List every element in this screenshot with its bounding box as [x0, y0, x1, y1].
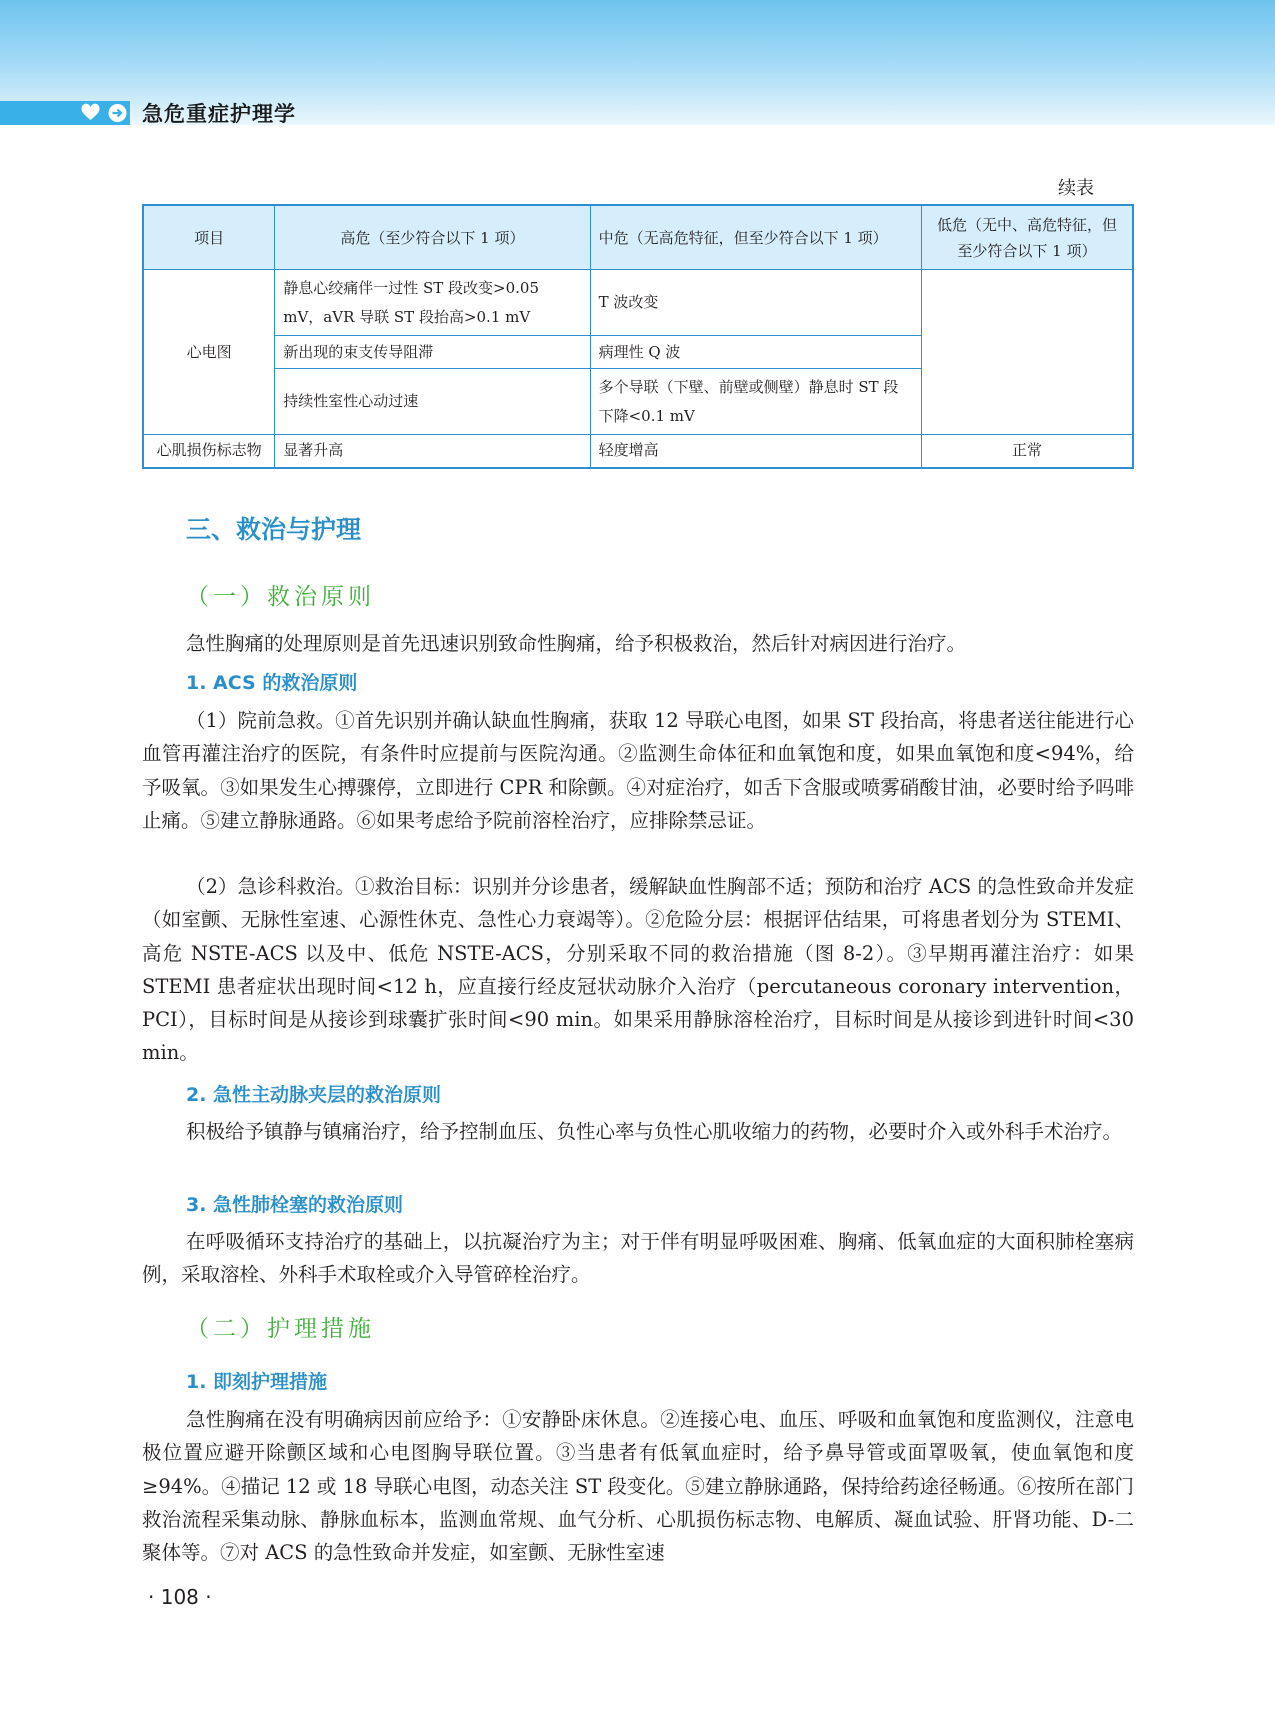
- ecg-high-cell: 静息心绞痛伴一过性 ST 段改变>0.05 mV，aVR 导联 ST 段抬高>0.1 mV: [275, 270, 590, 336]
- arrow-right-icon: [107, 103, 128, 123]
- heart-icon: [80, 103, 101, 123]
- acs-heading: 1. ACS 的救治原则: [186, 672, 358, 694]
- marker-mid-cell: 轻度增高: [590, 435, 921, 468]
- immediate-heading: 1. 即刻护理措施: [186, 1371, 328, 1393]
- subsection-heading-principles: （一）救治原则: [186, 584, 375, 610]
- ecg-label-cell: 心电图: [143, 270, 275, 435]
- ecg-mid-cell: T 波改变: [590, 270, 921, 336]
- subsection-heading-nursing: （二）护理措施: [186, 1316, 375, 1342]
- pe-paragraph: 在呼吸循环支持治疗的基础上，以抗凝治疗为主；对于伴有明显呼吸困难、胸痛、低氧血症的大面积肺栓塞病例，采取溶栓、外科手术取栓或介入导管碎栓治疗。: [142, 1230, 1134, 1287]
- header-mid: 中危（无高危特征，但至少符合以下 1 项）: [590, 205, 921, 270]
- aortic-paragraph: 积极给予镇静与镇痛治疗，给予控制血压、负性心率与负性心肌收缩力的药物，必要时介入或外科手术治疗。: [186, 1120, 1123, 1143]
- marker-high-cell: 显著升高: [275, 435, 590, 468]
- header-low: 低危（无中、高危特征，但至少符合以下 1 项）: [921, 205, 1133, 270]
- marker-low-cell: 正常: [921, 435, 1133, 468]
- page-number: · 108 ·: [148, 1585, 212, 1609]
- immediate-paragraph: 急性胸痛在没有明确病因前应给予：①安静卧床休息。②连接心电、血压、呼吸和血氧饱和度监测仪，注意电极位置应避开除颤区域和心电图胸导联位置。③当患者有低氧血症时，给予鼻导管或面罩吸氧，使血氧饱和度≥94%。④描记 12 或 18 导联心电图，动态关注 ST 段变化。⑤建立静脉通路，保持给药途径畅通。⑥按所在部门救治流程采集动脉、静脉血标本，监测血常规、血气分析、心肌损伤标志物、电解质、凝血试验、肝肾功能、D-二聚体等。⑦对 ACS 的急性致命并发症，如室颤、无脉性室速: [142, 1408, 1134, 1565]
- ecg-mid-cell: 多个导联（下壁、前壁或侧壁）静息时 ST 段下降<0.1 mV: [590, 369, 921, 435]
- table-row: [143, 435, 1133, 468]
- ecg-mid-cell: 病理性 Q 波: [590, 336, 921, 369]
- table-row: [143, 270, 1133, 336]
- book-title: 急危重症护理学: [142, 102, 296, 126]
- aortic-heading: 2. 急性主动脉夹层的救治原则: [186, 1084, 442, 1106]
- section-heading: 三、救治与护理: [186, 515, 362, 544]
- header-high: 高危（至少符合以下 1 项）: [275, 205, 590, 270]
- risk-table: [142, 204, 1134, 469]
- table-caption: 续表: [1058, 178, 1094, 199]
- pe-heading: 3. 急性肺栓塞的救治原则: [186, 1194, 404, 1216]
- acs-prehospital-paragraph: （1）院前急救。①首先识别并确认缺血性胸痛，获取 12 导联心电图，如果 ST 段抬高，将患者送往能进行心血管再灌注治疗的医院，有条件时应提前与医院沟通。②监测生命体征和血氧饱和度，如果血氧饱和度<94%，给予吸氧。③如果发生心搏骤停，立即进行 CPR 和除颤。④对症治疗，如舌下含服或喷雾硝酸甘油，必要时给予吗啡止痛。⑤建立静脉通路。⑥如果考虑给予院前溶栓治疗，应排除禁忌证。: [142, 709, 1134, 832]
- ecg-high-cell: 新出现的束支传导阻滞: [275, 336, 590, 369]
- ecg-low-cell: [921, 270, 1133, 435]
- ecg-high-cell: 持续性室性心动过速: [275, 369, 590, 435]
- table-header-row: [143, 205, 1133, 270]
- principles-intro: 急性胸痛的处理原则是首先迅速识别致命性胸痛，给予积极救治，然后针对病因进行治疗。: [186, 632, 967, 655]
- header-icons: [80, 103, 128, 123]
- marker-label-cell: 心肌损伤标志物: [143, 435, 275, 468]
- acs-emergency-paragraph: （2）急诊科救治。①救治目标：识别并分诊患者，缓解缺血性胸部不适；预防和治疗 ACS 的急性致命并发症（如室颤、无脉性室速、心源性休克、急性心力衰竭等）。②危险分层：根据评估结果，可将患者划分为 STEMI、高危 NSTE-ACS 以及中、低危 NSTE-ACS，分别采取不同的救治措施（图 8-2）。③早期再灌注治疗：如果 STEMI 患者症状出现时间<12 h，应直接行经皮冠状动脉介入治疗（percutaneous coronary intervention，PCI），目标时间是从接诊到球囊扩张时间<90 min。如果采用静脉溶栓治疗，目标时间是从接诊到进针时间<30 min。: [142, 875, 1134, 1065]
- header-item: 项目: [143, 205, 275, 270]
